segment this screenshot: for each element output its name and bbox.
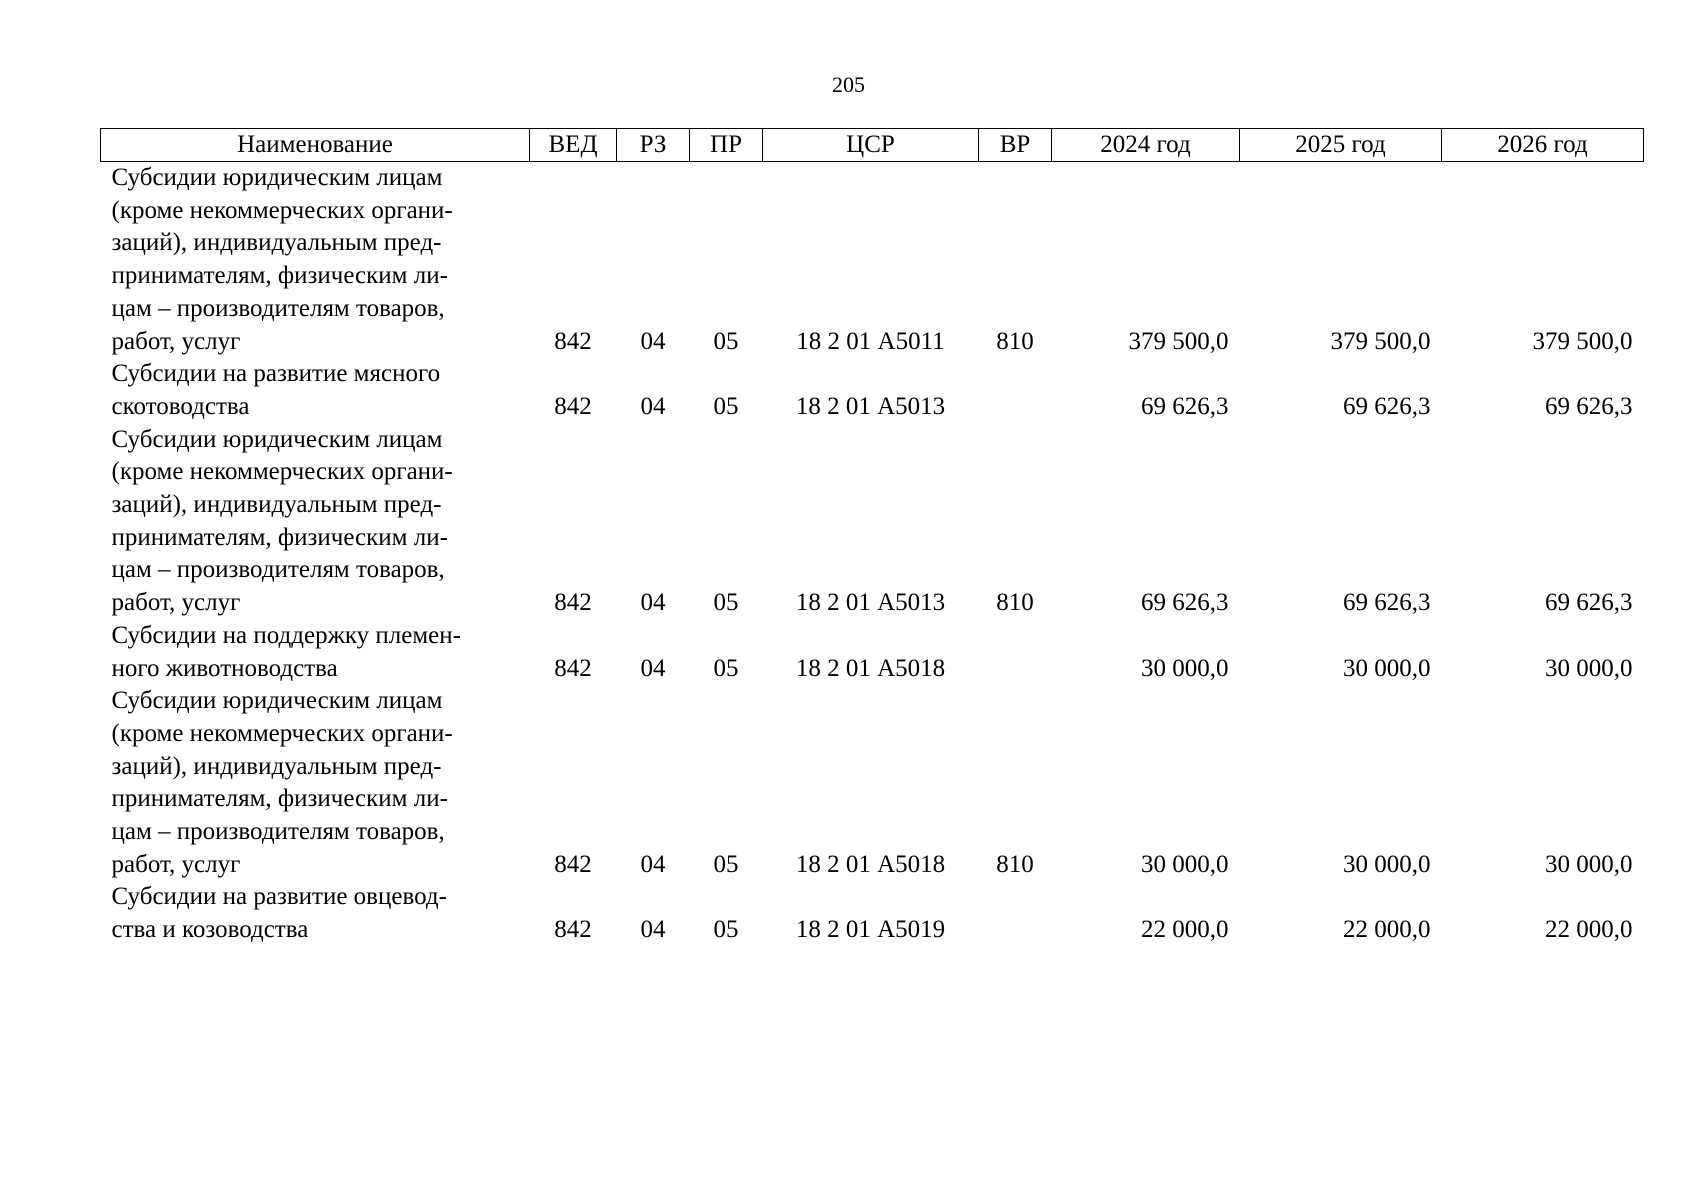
table-row (101, 424, 1644, 620)
row-csr: 18 2 01 А5013 (795, 589, 946, 617)
row-rz: 04 (640, 850, 666, 878)
row-name-line: работ, услуг (111, 850, 241, 878)
row-vr: 810 (996, 850, 1034, 878)
row-pr: 05 (713, 589, 739, 617)
row-vr (979, 358, 1052, 423)
row-2026: 379 500,0 (1532, 327, 1633, 355)
row-name-line: Субсидии юридическим лицам (111, 687, 443, 715)
row-vr: 810 (996, 589, 1034, 617)
row-name-line: (кроме некоммерческих органи- (111, 196, 453, 224)
row-name-line: ного животноводства (111, 654, 338, 682)
row-csr: 18 2 01 А5019 (795, 916, 946, 944)
row-rz: 04 (640, 916, 666, 944)
row-name (101, 162, 530, 359)
row-pr: 05 (713, 916, 739, 944)
row-name (101, 881, 530, 946)
row-2025: 379 500,0 (1330, 327, 1431, 355)
row-rz: 04 (640, 654, 666, 682)
row-2025: 30 000,0 (1343, 654, 1431, 682)
row-name-line: работ, услуг (111, 589, 241, 617)
row-rz: 04 (640, 392, 666, 420)
row-name-line: принимателям, физическим ли- (111, 262, 448, 290)
row-name-line: заций), индивидуальным пред- (111, 491, 442, 519)
row-ved: 842 (554, 589, 592, 617)
row-csr: 18 2 01 А5018 (795, 850, 946, 878)
row-name (101, 358, 530, 423)
row-2024: 379 500,0 (1128, 327, 1229, 355)
row-ved: 842 (554, 327, 592, 355)
header-csr: ЦСР (763, 129, 979, 162)
row-name-line: цам – производителям товаров, (111, 556, 445, 584)
row-name-line: Субсидии на развитие овцевод- (111, 883, 447, 911)
row-name-line: принимателям, физическим ли- (111, 785, 448, 813)
table-row (101, 620, 1644, 685)
row-vr: 810 (996, 327, 1034, 355)
row-2024: 69 626,3 (1141, 392, 1229, 420)
budget-table (100, 128, 1644, 947)
table-header-row (101, 129, 1644, 162)
row-2024: 30 000,0 (1141, 850, 1229, 878)
row-rz: 04 (640, 589, 666, 617)
header-pr: ПР (690, 129, 763, 162)
row-name-line: (кроме некоммерческих органи- (111, 719, 453, 747)
row-2026: 30 000,0 (1545, 654, 1633, 682)
row-2026: 69 626,3 (1545, 392, 1633, 420)
row-name (101, 620, 530, 685)
row-name-line: принимателям, физическим ли- (111, 523, 448, 551)
header-name: Наименование (101, 129, 530, 162)
row-2025: 69 626,3 (1343, 392, 1431, 420)
table-row (101, 881, 1644, 946)
row-ved: 842 (554, 916, 592, 944)
row-pr: 05 (713, 850, 739, 878)
row-pr: 05 (713, 392, 739, 420)
page-number: 205 (832, 72, 865, 97)
row-csr: 18 2 01 А5018 (795, 654, 946, 682)
row-ved: 842 (554, 392, 592, 420)
row-ved: 842 (554, 850, 592, 878)
row-2026: 30 000,0 (1545, 850, 1633, 878)
row-2024: 30 000,0 (1141, 654, 1229, 682)
row-name-line: заций), индивидуальным пред- (111, 229, 442, 257)
header-rz: РЗ (617, 129, 690, 162)
row-pr: 05 (713, 654, 739, 682)
row-2024: 69 626,3 (1141, 589, 1229, 617)
row-name-line: скотоводства (111, 392, 250, 420)
row-vr (979, 620, 1052, 685)
header-2026: 2026 год (1442, 129, 1644, 162)
table-row (101, 685, 1644, 881)
row-vr (979, 881, 1052, 946)
row-rz: 04 (640, 327, 666, 355)
row-name-line: Субсидии юридическим лицам (111, 425, 443, 453)
row-name-line: Субсидии юридическим лицам (111, 164, 443, 191)
row-ved: 842 (554, 654, 592, 682)
header-2024: 2024 год (1052, 129, 1240, 162)
header-2025: 2025 год (1240, 129, 1442, 162)
row-name-line: (кроме некоммерческих органи- (111, 458, 453, 486)
row-2024: 22 000,0 (1141, 916, 1229, 944)
row-csr: 18 2 01 А5013 (795, 392, 946, 420)
row-2025: 30 000,0 (1343, 850, 1431, 878)
header-ved: ВЕД (530, 129, 617, 162)
row-name-line: ства и козоводства (111, 916, 309, 944)
row-csr: 18 2 01 А5011 (796, 327, 945, 355)
row-2026: 22 000,0 (1545, 916, 1633, 944)
row-2026: 69 626,3 (1545, 589, 1633, 617)
table-row (101, 358, 1644, 423)
table-row (101, 162, 1644, 359)
row-name-line: цам – производителям товаров, (111, 294, 445, 322)
row-name-line: работ, услуг (111, 327, 241, 355)
row-2025: 69 626,3 (1343, 589, 1431, 617)
row-name-line: цам – производителям товаров, (111, 818, 445, 846)
header-vr: ВР (979, 129, 1052, 162)
row-2025: 22 000,0 (1343, 916, 1431, 944)
row-name-line: Субсидии на поддержку племен- (111, 621, 461, 649)
row-name-line: Субсидии на развитие мясного (111, 360, 441, 388)
row-pr: 05 (713, 327, 739, 355)
row-name (101, 424, 530, 620)
row-name-line: заций), индивидуальным пред- (111, 752, 442, 780)
row-name (101, 685, 530, 881)
